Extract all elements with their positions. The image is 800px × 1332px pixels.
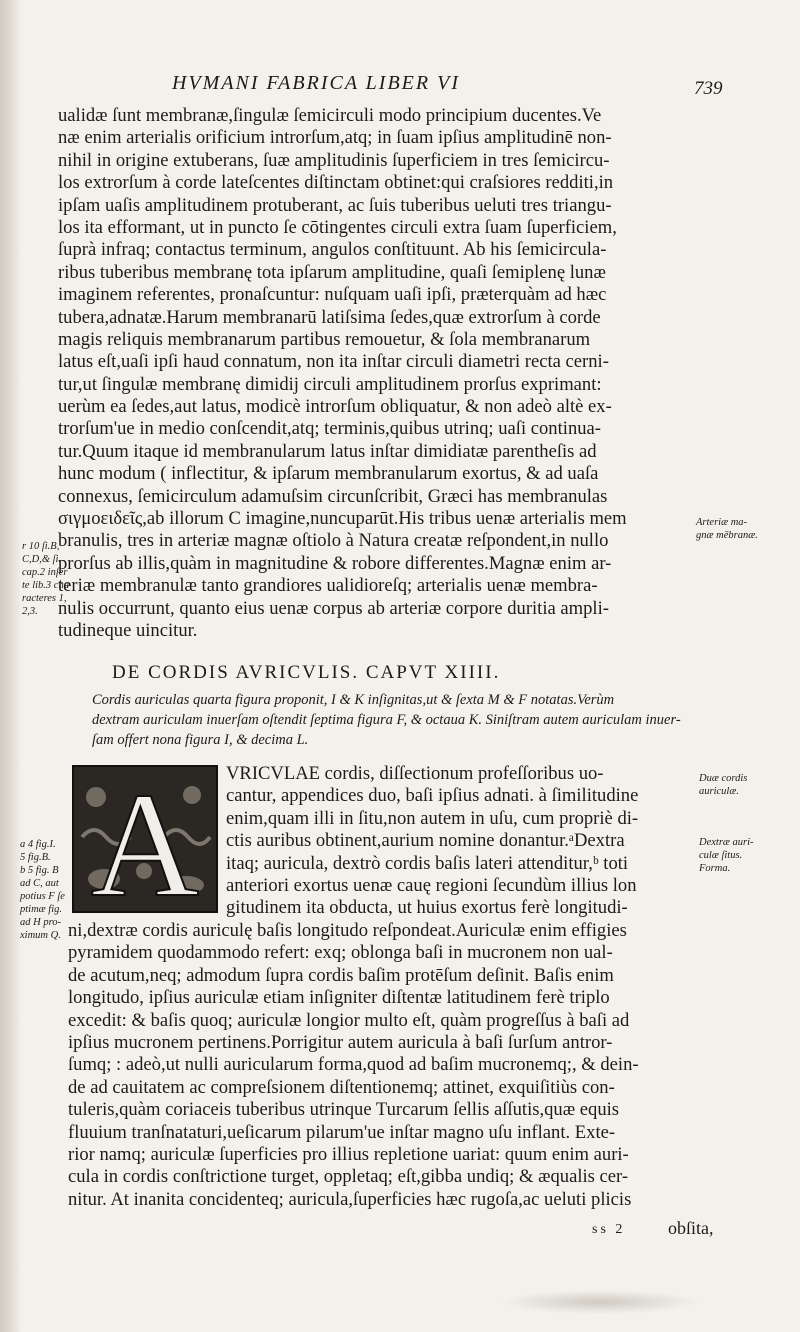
margin-note-left-1 [22, 540, 69, 618]
running-head: HVMANI FABRICA LIBER VI [172, 72, 460, 94]
svg-text:A: A [90, 767, 200, 911]
margin-note-line: 5 fig.B. [20, 852, 51, 863]
margin-note-right-1 [696, 516, 758, 542]
margin-note-line: a 4 fig.I. [20, 839, 56, 850]
margin-note-line: ptimæ fig. [20, 904, 63, 915]
text-line: rior namq; auriculæ ſuperficies pro illius repletione uariat: quum enim auri- [68, 1143, 629, 1165]
text-line: anteriori exortus uenæ cauę regioni ſecundùm illius lon [226, 874, 637, 896]
chapter-summary [92, 690, 692, 750]
text-line: de acutum,neq; admodum ſupra cordis baſim protēſum deſinit. Baſis enim [68, 964, 614, 986]
text-line: ctis auribus obtinent,aurium nomine donantur.ᵃDextra [226, 830, 625, 852]
decorated-initial-a [72, 765, 218, 913]
text-line: enim,quam illi in ſitu,non autem in uſu, cum propriè di- [226, 807, 639, 829]
margin-note-line: b 5 fig. B [20, 865, 59, 876]
margin-note-line: ad C, aut [20, 878, 59, 889]
text-line: gitudinem ita obducta, ut huius exortus ferè longitudi- [226, 897, 628, 919]
text-line: uerùm ea ſedes,aut latus, modicè introrſum obliquatur, & non adeò altè ex- [58, 396, 612, 418]
decorated-initial-icon [74, 767, 216, 911]
margin-note-line: ad H pro- [20, 917, 62, 928]
page-number: 739 [694, 78, 723, 99]
text-line: nihil in origine extuberans, ſuæ amplitudinis ſuperficiem in tres ſemicircu- [58, 149, 610, 171]
page-edge-shadow [0, 0, 20, 1332]
margin-note-line: te lib.3 cha [22, 580, 69, 591]
text-line: branulis, tres in arteriæ magnæ oſtiolo à Natura creatæ reſpondent,in nullo [58, 530, 609, 552]
text-line: connexus, ſemicirculum adamuſsim circunſcribit, Græci has membranulas [58, 485, 608, 507]
margin-note-line: gnæ mēbranæ. [696, 530, 758, 541]
margin-note-right-2 [699, 772, 747, 798]
text-line: tubera,adnatæ.Harum membranarū latiſsima ſedes,quæ extrorſum à corde [58, 306, 601, 328]
text-line: hunc modum ( inflectitur, & ipſarum membranularum exortus, & ad uaſa [58, 463, 599, 485]
text-line: excedit: & baſis quoq; auriculæ longior multo eſt, quàm progreſſus à baſi ad [68, 1009, 630, 1031]
margin-note-left-2 [20, 838, 65, 942]
text-line: σιγμοειδεῖς,ab illorum C imagine,nuncuparūt.His tribus uenæ arterialis mem [58, 508, 627, 530]
text-line: ſuprà infraq; contactus terminum, angulos conſtituunt. Ab his ſemicircula- [58, 239, 607, 261]
margin-note-line: racteres 1, [22, 593, 67, 604]
text-line: tur,ut ſingulæ membranę dimidij circuli amplitudinem prorſus exprimant: [58, 373, 602, 395]
margin-note-line: 2,3. [22, 606, 38, 617]
text-line: nulis occurrunt, quanto eius uenæ corpus ab arteriæ corpore duritia ampli- [58, 597, 609, 619]
text-line: ſumq; : adeò,ut nulli auricularum forma,quod ad baſim mucronemq;, & dein- [68, 1054, 639, 1076]
text-line: magis reliquis membranarum partibus remouetur, & ſola membranarum [58, 328, 591, 350]
margin-note-line: potius F ſe [20, 891, 65, 902]
margin-note-line: Forma. [699, 863, 731, 874]
text-line: trorſum'ue in medio conſcendit,atq; terminis,quibus utrinq; uaſi continua- [58, 418, 601, 440]
summary-line: Cordis auriculas quarta figura proponit, I & K inſignitas,ut & ſexta M & F notatas.Verùm [92, 692, 615, 708]
text-line: cula in cordis conſtrictione turget, oppletaq; eſt,gibba undiq; & æqualis cer- [68, 1166, 629, 1188]
text-line: de ad cauitatem ac compreſsionem diſtentionemq; attinet, exquiſitiùs con- [68, 1076, 615, 1098]
margin-note-line: Duæ cordis [699, 773, 748, 784]
text-line: prorſus ab illis,quàm in magnitudine & robore differentes.Magnæ enim ar- [58, 552, 612, 574]
text-line: tudineque uincitur. [58, 619, 198, 641]
text-line: imaginem referentes, pronaſcuntur: nuſquam uaſi ipſi, præterquàm ad hæc [58, 284, 607, 306]
margin-note-line: auriculæ. [699, 786, 739, 797]
chapter-title: DE CORDIS AVRICVLIS. CAPVT XIIII. [112, 662, 501, 683]
text-line: ualidæ ſunt membranæ,ſingulæ ſemicirculi modo principium ducentes.Ve [58, 105, 602, 126]
text-line: teriæ membranulæ tanto grandiores ualidioreſq; arterialis uenæ membra- [58, 575, 598, 597]
body-text-top [58, 105, 688, 642]
text-line: ipſam uaſis amplitudinem protuberant, ac ſuis tuberibus ueluti tres triangu- [58, 194, 612, 216]
text-line: longitudo, ipſius auriculæ etiam inſigniter diſtentæ latitudinem ferè triplo [68, 987, 610, 1009]
body-text-beside-initial [226, 763, 638, 920]
margin-note-line: cap.2 inſer [22, 567, 68, 578]
text-line: fluuium tranſnataturi,ueſicarum pilarum'ue inſtar magno uſu inflant. Exte- [68, 1121, 616, 1143]
text-line: tuleris,quàm coriaceis tuberibus utrinque Turcarum ſellis aſſutis,quæ equis [68, 1099, 620, 1121]
margin-note-line: Arteriæ ma- [696, 517, 748, 528]
text-line: ipſius mucronem pertinens.Porrigitur autem auricula à baſi ſurſum antror- [68, 1031, 613, 1053]
summary-line: dextram auriculam inuerſam oſtendit ſeptima figura F, & octaua K. Siniſtram autem auriculam inuer- [92, 712, 681, 728]
margin-note-line: r 10 ſi.B, [22, 541, 60, 552]
margin-note-right-3 [699, 836, 754, 875]
text-line: pyramidem quodammodo refert: exq; oblonga baſi in mucronem non ual- [68, 942, 613, 964]
text-line: ni,dextræ cordis auriculę baſis longitudo reſpondeat.Auriculæ enim effigies [68, 920, 627, 941]
signature-mark: ss 2 [592, 1222, 626, 1237]
text-line: VRICVLAE cordis, diſſectionum profeſſoribus uo- [226, 763, 604, 784]
catchword: obſita, [668, 1218, 714, 1238]
text-line: cantur, appendices duo, baſi ipſius adnati. à ſimilitudine [226, 785, 639, 807]
margin-note-line: ximum Q. [20, 930, 61, 941]
summary-line: ſam offert nona figura I, & decima L. [92, 732, 309, 748]
body-text-bottom [68, 920, 639, 1211]
text-line: ribus tuberibus membranę tota ipſarum amplitudine, quaſi ſemiplenę lunæ [58, 261, 606, 283]
text-line: itaq; auricula, dextrò cordis baſis lateri attenditur,ᵇ toti [226, 852, 629, 874]
text-line: tur.Quum itaque id membranularum latus inſtar dimidiatæ parentheſis ad [58, 440, 597, 462]
margin-note-line: culæ ſitus. [699, 850, 743, 861]
paper-stain [500, 1290, 700, 1314]
margin-note-line: C,D,& ſi. [22, 554, 62, 565]
margin-note-line: Dextræ auri- [699, 837, 754, 848]
text-line: los extrorſum à corde lateſcentes diſtinctam obtinet:qui craſsiores redditi,in [58, 172, 614, 194]
text-line: los ita efformant, ut in puncto ſe cōtingentes circuli extra ſuam ſuperficiem, [58, 216, 617, 238]
text-line: latus eſt,uaſi ipſi haud connatum, non ita inſtar circuli diametri recta cerni- [58, 351, 609, 373]
text-line: næ enim arterialis orificium introrſum,atq; in ſuam ipſius amplitudinē non- [58, 127, 612, 149]
text-line: nitur. At inanita concidenteq; auricula,ſuperficies hæc rugoſa,ac ueluti plicis [68, 1188, 632, 1210]
